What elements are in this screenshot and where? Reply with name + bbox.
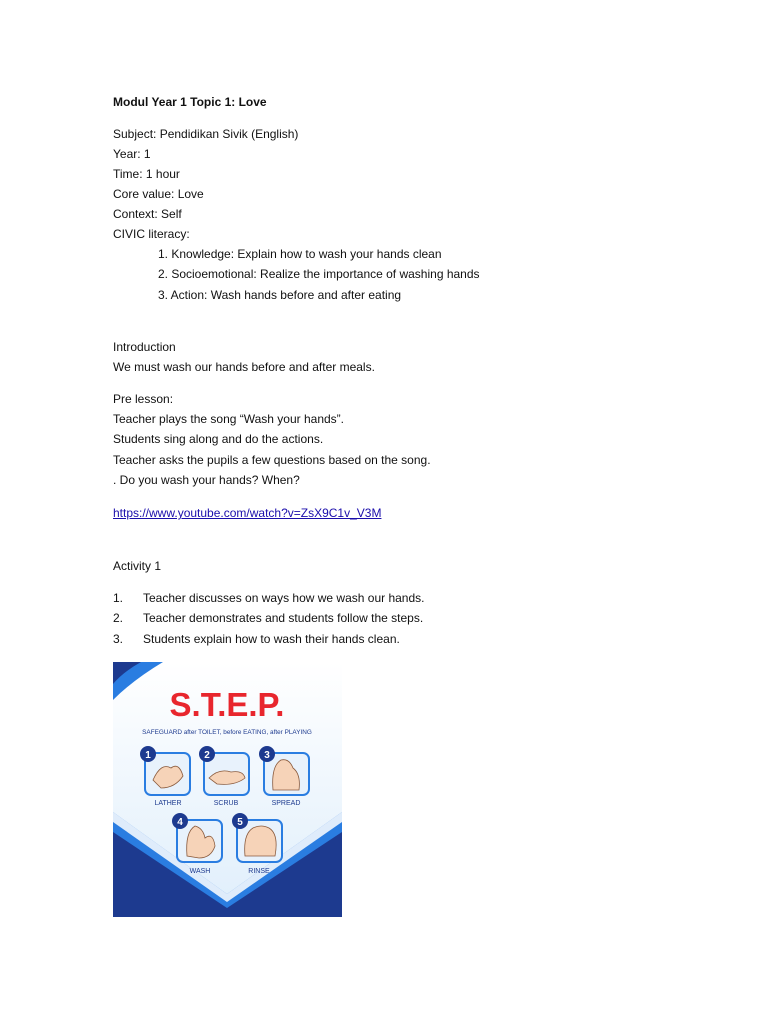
activity-text: Students explain how to wash their hands clean. xyxy=(143,632,400,646)
pre-lesson-line: Teacher asks the pupils a few questions based on the song. xyxy=(113,453,431,467)
list-number: 1. xyxy=(113,591,124,605)
youtube-link[interactable]: https://www.youtube.com/watch?v=ZsX9C1v_V3M xyxy=(113,506,382,520)
civic-item: 3. Action: Wash hands before and after eating xyxy=(158,288,402,302)
list-number: 3. xyxy=(113,632,124,646)
step-label: RINSE xyxy=(248,868,270,875)
civic-item: 1. Knowledge: Explain how to wash your hands clean xyxy=(158,247,442,261)
step-poster-image xyxy=(113,662,342,917)
activity-item xyxy=(113,610,423,626)
step-label: WASH xyxy=(189,868,211,875)
civic-item: 2. Socioemotional: Realize the importance of washing hands xyxy=(158,267,480,281)
poster-subtitle: SAFEGUARD after TOILET, before EATING, after PLAYING xyxy=(142,729,312,736)
activity-item xyxy=(113,590,424,606)
civic-literacy-heading: CIVIC literacy: xyxy=(113,227,190,241)
activity-item xyxy=(113,631,400,647)
list-number: 2. xyxy=(113,611,124,625)
step-number: 3 xyxy=(264,750,270,761)
activity-text: Teacher demonstrates and students follow the steps. xyxy=(143,611,424,625)
activity-text: Teacher discusses on ways how we wash our hands. xyxy=(143,591,425,605)
context-line: Context: Self xyxy=(113,207,182,221)
core-value-line: Core value: Love xyxy=(113,187,204,201)
step-number: 1 xyxy=(145,750,151,761)
step-label: SCRUB xyxy=(213,800,239,807)
poster-title: S.T.E.P. xyxy=(169,686,285,723)
pre-lesson-line: . Do you wash your hands? When? xyxy=(113,473,300,487)
subject-line: Subject: Pendidikan Sivik (English) xyxy=(113,127,299,141)
step-number: 5 xyxy=(237,817,243,828)
step-poster-graphic xyxy=(113,662,342,917)
pre-lesson-line: Teacher plays the song “Wash your hands”. xyxy=(113,412,345,426)
time-line: Time: 1 hour xyxy=(113,167,180,181)
introduction-text: We must wash our hands before and after meals. xyxy=(113,360,375,374)
pre-lesson-line: Students sing along and do the actions. xyxy=(113,432,324,446)
year-line: Year: 1 xyxy=(113,147,151,161)
pre-lesson-heading: Pre lesson: xyxy=(113,392,174,406)
activity-heading: Activity 1 xyxy=(113,559,162,573)
page-title: Modul Year 1 Topic 1: Love xyxy=(113,95,267,109)
step-number: 4 xyxy=(177,817,183,828)
step-label: SPREAD xyxy=(271,800,301,807)
step-number: 2 xyxy=(204,750,210,761)
introduction-heading: Introduction xyxy=(113,340,176,354)
step-label: LATHER xyxy=(154,800,182,807)
